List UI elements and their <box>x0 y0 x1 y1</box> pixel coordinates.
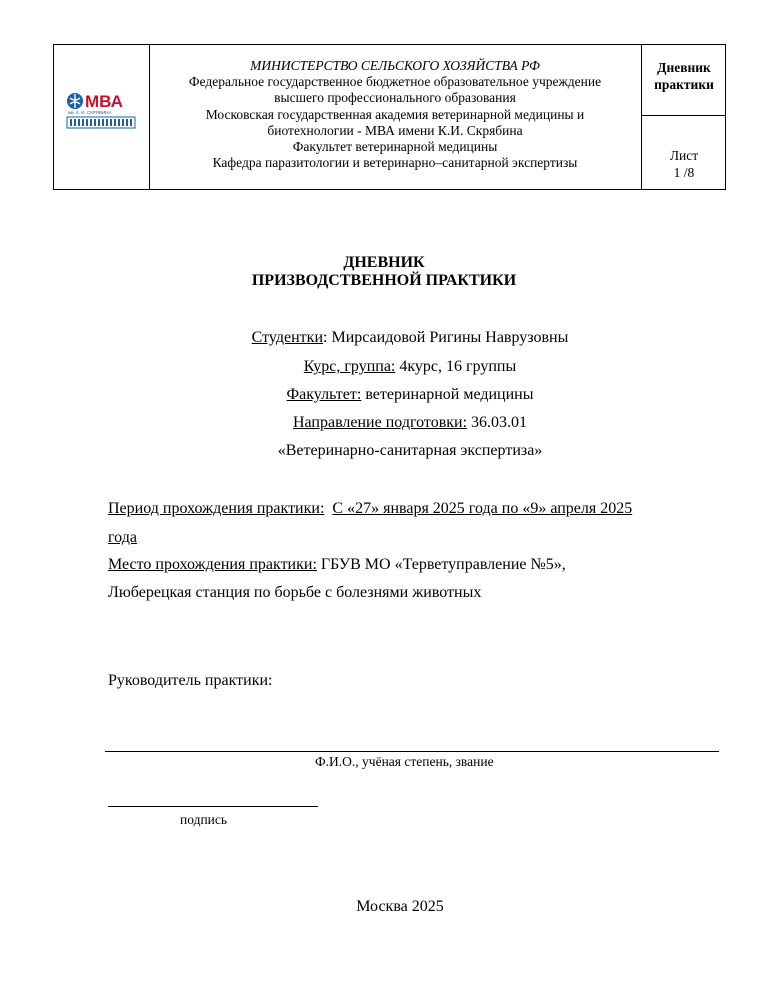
faculty-line <box>0 385 768 405</box>
period-line <box>108 499 632 519</box>
course-label: Курс, группа: <box>303 358 396 375</box>
sheet-number: Лист 1 /8 <box>669 148 699 180</box>
doc-info-cell <box>642 45 726 189</box>
institution-line: биотехнологии - МВА имени К.И. Скрябина <box>267 122 523 138</box>
fio-caption: Ф.И.О., учёная степень, звание <box>315 754 494 769</box>
course-line <box>0 357 768 377</box>
institution-line: Московская государственная академия ветеринарной медицины и <box>205 106 585 122</box>
svg-text:МВА: МВА <box>85 92 123 111</box>
direction-line <box>0 413 768 433</box>
place-label: Место прохождения практики: <box>108 556 317 573</box>
header-table <box>53 44 726 190</box>
faculty-line: Факультет ветеринарной медицины <box>292 139 498 155</box>
period-label: Период прохождения практики: <box>108 500 325 517</box>
institution-line: высшего профессионального образования <box>274 90 516 106</box>
document-title: ДНЕВНИК <box>343 254 425 271</box>
place-value: ГБУВ МО «Терветуправление №5», <box>316 556 566 573</box>
faculty-label: Факультет: <box>286 386 362 403</box>
footer-city-year: Москва 2025 <box>356 898 444 915</box>
department-line: Кафедра паразитологии и ветеринарно–санитарной экспертизы <box>212 155 578 171</box>
ministry-line: МИНИСТЕРСТВО СЕЛЬСКОГО ХОЗЯЙСТВА РФ <box>250 58 540 73</box>
place-line2: Люберецкая станция по борьбе с болезнями животных <box>108 584 482 601</box>
logo-cell <box>54 45 150 189</box>
doc-type: Дневник практики <box>654 60 714 92</box>
direction-label: Направление подготовки: <box>292 414 468 431</box>
student-line <box>0 328 768 348</box>
svg-text:им. К. И. СКРЯБИНА: им. К. И. СКРЯБИНА <box>68 110 112 115</box>
institution-line: Федеральное государственное бюджетное образовательное учреждение <box>188 74 602 90</box>
faculty-value: ветеринарной медицины <box>361 386 534 403</box>
specialty-line: «Ветеринарно-санитарная экспертиза» <box>277 442 543 459</box>
period-value: С «27» января 2025 года по «9» апреля 2025 <box>332 500 633 517</box>
direction-value: 36.03.01 <box>467 414 528 431</box>
signature-caption: подпись <box>180 812 228 827</box>
period-continuation: года <box>108 529 137 546</box>
signature-rule <box>108 806 318 807</box>
supervisor-label: Руководитель практики: <box>108 672 273 689</box>
fio-rule <box>105 751 719 752</box>
student-name: : Мирсаидовой Ригины Наврузовны <box>323 329 569 346</box>
mva-logo <box>65 90 137 130</box>
course-value: 4курс, 16 группы <box>395 358 517 375</box>
student-label: Студентки <box>251 329 324 346</box>
document-subtitle: ПРИЗВОДСТВЕННОЙ ПРАКТИКИ <box>251 272 517 289</box>
place-line <box>108 555 566 575</box>
institution-cell <box>149 45 642 189</box>
